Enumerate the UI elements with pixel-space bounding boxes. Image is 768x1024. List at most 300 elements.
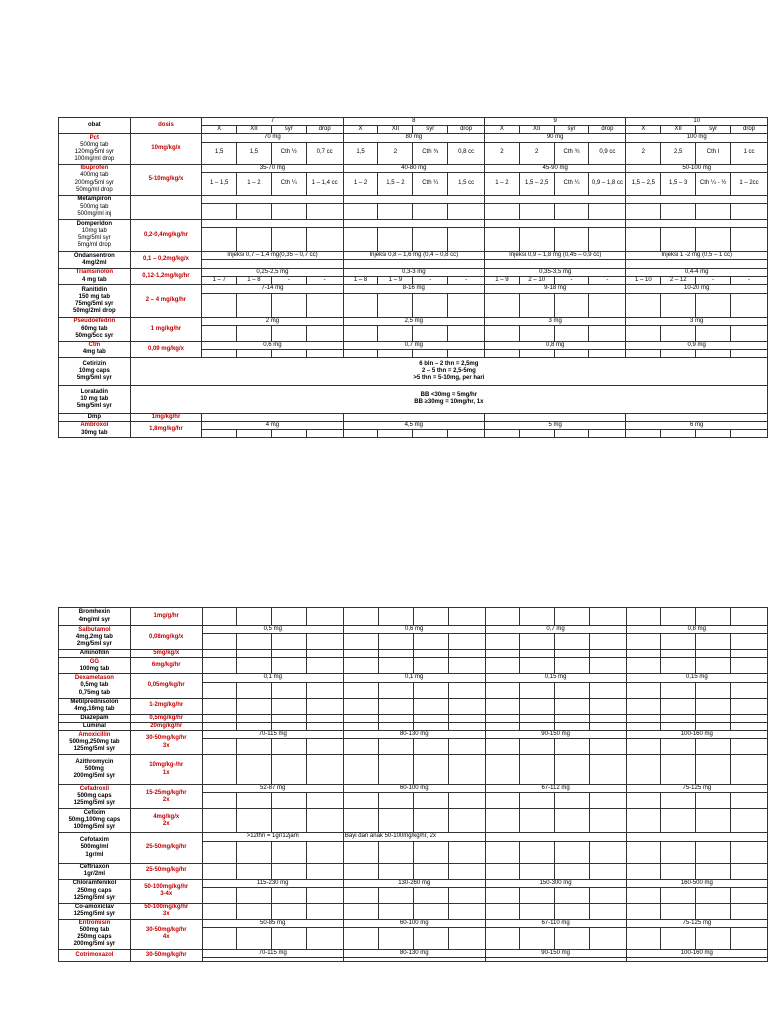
empty — [413, 698, 448, 714]
cell: 1 – 7 — [202, 277, 237, 285]
empty — [661, 927, 696, 949]
empty — [484, 325, 519, 341]
sub-xii: XII — [237, 126, 272, 134]
drug-azithromycin: Azithromycin 500mg 200mg/5ml syr — [59, 755, 131, 785]
sub-drop: drop — [306, 126, 343, 134]
cell: 1 – 10 — [626, 277, 661, 285]
header-age-10: 10 — [626, 118, 768, 126]
empty — [272, 634, 307, 650]
empty — [520, 698, 555, 714]
empty — [343, 927, 378, 949]
empty — [626, 958, 767, 962]
empty — [626, 722, 661, 730]
empty — [696, 203, 731, 219]
ctm-7: 0,6 mg — [202, 341, 343, 349]
cell: 0,7 cc — [306, 142, 343, 164]
empty — [378, 903, 413, 919]
empty — [589, 714, 626, 722]
empty — [731, 722, 768, 730]
dose-chloramfenikol: 50-100mg/kg/hr 3-4x — [130, 879, 202, 903]
cell: 1,5 – 2,5 — [626, 172, 661, 195]
empty — [272, 863, 307, 879]
chlo-7: 115-230 mg — [202, 879, 343, 887]
empty — [448, 927, 485, 949]
cefo-7: >12thn = 1gr/12jam — [202, 833, 343, 841]
empty — [378, 714, 413, 722]
empty — [731, 863, 768, 879]
pseu-9: 3 mg — [484, 317, 625, 325]
empty — [307, 863, 344, 879]
empty — [413, 293, 448, 317]
pseu-10: 3 mg — [626, 317, 768, 325]
empty — [520, 793, 555, 809]
drug-cotrimoxazol: Cotrimoxazol — [59, 949, 131, 961]
dose-amoxicillin: 30-50mg/kg/hr 3x — [130, 730, 202, 754]
empty — [448, 698, 485, 714]
empty — [626, 927, 661, 949]
empty — [589, 349, 626, 357]
cell: 1,5 — [237, 142, 272, 164]
empty — [485, 650, 520, 658]
empty — [202, 887, 237, 903]
empty — [237, 325, 272, 341]
rani-9: 9-18 mg — [484, 285, 625, 293]
empty — [696, 608, 731, 626]
empty — [237, 293, 272, 317]
empty — [202, 714, 237, 722]
empty — [378, 430, 413, 438]
dexa-7: 0,1 mg — [202, 674, 343, 682]
drug-salbutamol: Salbutamol 4mg,2mg tab 2mg/5ml syr — [59, 626, 131, 650]
empty — [272, 793, 307, 809]
empty — [696, 650, 731, 658]
pseu-7: 2 mg — [202, 317, 343, 325]
empty — [661, 325, 696, 341]
empty — [237, 739, 272, 755]
empty — [731, 714, 768, 722]
empty — [378, 863, 413, 879]
empty — [589, 682, 626, 698]
cell: 1 – 1,4 cc — [306, 172, 343, 195]
dose-ranitidin: 2 – 4 mg/kg/hr — [130, 285, 202, 317]
chlo-10: 160-500 mg — [626, 879, 767, 887]
empty — [555, 841, 590, 863]
dose-ceftriaxon: 25-50mg/kg/hr — [130, 863, 202, 879]
empty — [307, 887, 344, 903]
empty — [413, 203, 448, 219]
empty — [519, 203, 554, 219]
ond-7: Injeksi 0,7 – 1,4 mg(0,35 – 0,7 cc) — [202, 251, 343, 259]
empty — [378, 634, 413, 650]
sub-drop: drop — [731, 126, 768, 134]
empty — [343, 887, 378, 903]
empty — [272, 608, 307, 626]
empty — [485, 809, 520, 833]
cell: 2 – 10 — [519, 277, 554, 285]
empty — [343, 841, 378, 863]
empty — [202, 793, 237, 809]
empty — [731, 682, 768, 698]
empty — [343, 195, 484, 203]
empty — [661, 682, 696, 698]
empty — [378, 755, 413, 785]
empty — [202, 739, 237, 755]
empty — [413, 903, 448, 919]
empty — [448, 430, 485, 438]
empty — [343, 634, 378, 650]
empty — [520, 887, 555, 903]
empty — [661, 841, 696, 863]
empty — [626, 325, 661, 341]
empty — [520, 863, 555, 879]
empty — [343, 430, 378, 438]
empty — [696, 809, 731, 833]
empty — [626, 887, 661, 903]
empty — [626, 349, 661, 357]
empty — [271, 430, 306, 438]
empty — [307, 841, 344, 863]
empty — [589, 634, 626, 650]
rani-7: 7-14 mg — [202, 285, 343, 293]
empty — [307, 927, 344, 949]
empty — [626, 863, 661, 879]
cell: 1 cc — [731, 142, 768, 164]
empty — [555, 755, 590, 785]
empty — [413, 841, 448, 863]
empty — [413, 634, 448, 650]
cotri-8: 80-130 mg — [343, 949, 485, 957]
empty — [272, 682, 307, 698]
cell: 2 — [519, 142, 554, 164]
empty — [731, 841, 768, 863]
sub-x: X — [343, 126, 378, 134]
empty — [554, 349, 589, 357]
cell: 1,5 – 3 — [661, 172, 696, 195]
empty — [555, 682, 590, 698]
dose-domperidon: 0,2-0,4mg/kg/hr — [130, 219, 202, 251]
empty — [731, 887, 768, 903]
cell: 2 – 12 — [661, 277, 696, 285]
empty — [306, 349, 343, 357]
empty — [589, 722, 626, 730]
empty — [484, 293, 519, 317]
empty — [202, 698, 237, 714]
empty — [484, 219, 625, 227]
empty — [589, 658, 626, 674]
empty — [555, 634, 590, 650]
cell: 1 – 9 — [378, 277, 413, 285]
empty — [520, 650, 555, 658]
empty — [378, 887, 413, 903]
cotri-9: 90-150 mg — [485, 949, 626, 957]
empty — [696, 658, 731, 674]
empty — [555, 809, 590, 833]
empty — [306, 293, 343, 317]
empty — [448, 293, 485, 317]
cell: 1 – 2cc — [731, 172, 768, 195]
empty — [520, 658, 555, 674]
empty — [343, 413, 484, 421]
empty — [378, 841, 413, 863]
cell: 1 – 2 — [343, 172, 378, 195]
drug-cefadroxil: Cefadroxil 500mg caps 125mg/5ml syr — [59, 785, 131, 809]
empty — [202, 259, 343, 268]
empty — [626, 903, 661, 919]
empty — [485, 793, 520, 809]
empty — [272, 698, 307, 714]
empty — [555, 722, 590, 730]
empty — [343, 293, 378, 317]
empty — [661, 658, 696, 674]
empty — [448, 887, 485, 903]
empty — [731, 650, 768, 658]
empty — [271, 293, 306, 317]
empty — [448, 863, 485, 879]
empty — [378, 608, 413, 626]
cell: 1 – 8 — [237, 277, 272, 285]
empty — [626, 833, 767, 841]
empty — [307, 722, 344, 730]
empty — [520, 809, 555, 833]
ibu-9-total: 45-90 mg — [484, 164, 625, 172]
dose-luminal: 20mg/kg/hr — [130, 722, 202, 730]
empty — [343, 259, 484, 268]
dose-cefixim: 4mg/kg/x 2x — [130, 809, 202, 833]
dose-eritromisin: 30-50mg/kg/hr 4x — [130, 919, 202, 949]
empty — [448, 634, 485, 650]
empty — [237, 927, 272, 949]
erit-7: 50-85 mg — [202, 919, 343, 927]
empty — [237, 203, 272, 219]
empty — [413, 722, 448, 730]
empty — [731, 698, 768, 714]
cell: Cth ¾ — [413, 142, 448, 164]
empty — [589, 608, 626, 626]
empty — [626, 203, 661, 219]
empty — [413, 227, 448, 251]
cell: 0,8 cc — [448, 142, 485, 164]
empty — [272, 755, 307, 785]
empty — [237, 722, 272, 730]
drug-co-amoxiclav: Co-amoxiclav 125mg/5ml syr — [59, 903, 131, 919]
empty — [378, 650, 413, 658]
empty — [626, 650, 661, 658]
empty — [378, 349, 413, 357]
loratadin-note: BB <30mg = 5mg/hr BB ≥30mg = 10mg/hr, 1x — [130, 385, 767, 413]
empty — [555, 608, 590, 626]
empty — [554, 203, 589, 219]
drug-ambroxol: Ambroxol 30mg tab — [59, 422, 131, 438]
empty — [661, 349, 696, 357]
empty — [237, 755, 272, 785]
empty — [378, 658, 413, 674]
empty — [413, 608, 448, 626]
dose-ibuprofen: 5-10mg/kg/x — [130, 164, 202, 195]
header-age-8: 8 — [343, 118, 484, 126]
empty — [626, 793, 661, 809]
empty — [696, 887, 731, 903]
empty — [731, 430, 768, 438]
dosage-table-top — [58, 117, 768, 438]
empty — [485, 682, 520, 698]
ibu-8-total: 40-80 mg — [343, 164, 484, 172]
empty — [343, 698, 378, 714]
empty — [237, 841, 272, 863]
empty — [661, 698, 696, 714]
cell: 1,5 — [343, 142, 378, 164]
empty — [202, 349, 237, 357]
ambro-9: 5 mg — [484, 422, 625, 430]
ibu-10-total: 50-100 mg — [626, 164, 768, 172]
empty — [307, 739, 344, 755]
empty — [520, 608, 555, 626]
empty — [378, 698, 413, 714]
dose-dexametason: 0,05mg/kg/hr — [130, 674, 202, 698]
empty — [237, 793, 272, 809]
cell: Cth ¼ — [271, 172, 306, 195]
empty — [202, 227, 237, 251]
empty — [484, 430, 519, 438]
sub-syr: syr — [413, 126, 448, 134]
empty — [731, 349, 768, 357]
empty — [237, 863, 272, 879]
empty — [731, 739, 768, 755]
salb-9: 0,7 mg — [485, 626, 626, 634]
empty — [484, 413, 625, 421]
empty — [343, 219, 484, 227]
empty — [519, 293, 554, 317]
empty — [202, 195, 343, 203]
empty — [271, 349, 306, 357]
empty — [413, 863, 448, 879]
cell: 1,5 cc — [448, 172, 485, 195]
empty — [626, 714, 661, 722]
empty — [272, 841, 307, 863]
empty — [202, 722, 237, 730]
empty — [696, 755, 731, 785]
empty — [448, 722, 485, 730]
empty — [589, 887, 626, 903]
empty — [202, 413, 343, 421]
empty — [626, 809, 661, 833]
dose-diazepam: 0,5mg/kg/hr — [130, 714, 202, 722]
empty — [589, 863, 626, 879]
empty — [307, 682, 344, 698]
empty — [202, 658, 237, 674]
ambro-10: 6 mg — [626, 422, 768, 430]
dose-pct: 10mg/kg/x — [130, 134, 202, 164]
empty — [661, 650, 696, 658]
drug-ceftriaxon: Ceftriaxon 1gr/2ml — [59, 863, 131, 879]
empty — [343, 682, 378, 698]
empty — [485, 608, 520, 626]
cefa-7: 52-87 mg — [202, 785, 343, 793]
empty — [307, 650, 344, 658]
cell: Cth ¼ - ½ — [696, 172, 731, 195]
empty — [626, 430, 661, 438]
drug-cefotaxim: Cefotaxim 500mg/ml 1gr/ml — [59, 833, 131, 863]
empty — [485, 903, 520, 919]
cell: Cth I — [696, 142, 731, 164]
cell: - — [589, 277, 626, 285]
cotri-7: 70-115 mg — [202, 949, 343, 957]
drug-diazepam: Diazepam — [59, 714, 131, 722]
empty — [413, 809, 448, 833]
empty — [343, 349, 378, 357]
empty — [306, 227, 343, 251]
empty — [661, 809, 696, 833]
empty — [589, 203, 626, 219]
erit-8: 60-100 mg — [343, 919, 485, 927]
cell: - — [413, 277, 448, 285]
empty — [272, 809, 307, 833]
pct-8-total: 80 mg — [343, 134, 484, 142]
empty — [555, 650, 590, 658]
dose-ondansentron: 0,1 – 0,2mg/kg/x — [130, 251, 202, 268]
empty — [306, 203, 343, 219]
empty — [272, 739, 307, 755]
cell: 1,5 – 2,5 — [519, 172, 554, 195]
sub-syr: syr — [696, 126, 731, 134]
empty — [520, 927, 555, 949]
empty — [520, 903, 555, 919]
empty — [554, 430, 589, 438]
sub-x: X — [626, 126, 661, 134]
dose-cotrimoxazol: 30-50mg/kg/hr — [130, 949, 202, 961]
header-dosis: dosis — [130, 118, 202, 134]
amox-10: 100-160 mg — [626, 730, 767, 738]
empty — [378, 293, 413, 317]
empty — [343, 714, 378, 722]
empty — [520, 755, 555, 785]
empty — [237, 634, 272, 650]
sub-drop: drop — [448, 126, 485, 134]
empty — [413, 887, 448, 903]
empty — [413, 739, 448, 755]
sub-x: X — [202, 126, 237, 134]
empty — [202, 634, 237, 650]
dose-salbutamol: 0,08mg/kg/x — [130, 626, 202, 650]
empty — [237, 682, 272, 698]
sub-xii: XII — [519, 126, 554, 134]
ambro-7: 4 mg — [202, 422, 343, 430]
empty — [626, 219, 768, 227]
dose-bromhexin: 1mg/g/hr — [130, 608, 202, 626]
empty — [378, 722, 413, 730]
empty — [519, 227, 554, 251]
empty — [272, 903, 307, 919]
empty — [202, 325, 237, 341]
drug-dmp: Dmp — [59, 413, 131, 421]
empty — [554, 227, 589, 251]
drug-metilprednisolon: Metilprednisolon 4mg,16mg tab — [59, 698, 131, 714]
empty — [485, 722, 520, 730]
header-age-7: 7 — [202, 118, 343, 126]
empty — [555, 927, 590, 949]
salb-7: 0,5 mg — [202, 626, 343, 634]
empty — [555, 739, 590, 755]
tri-9-total: 0,35-3,5 mg — [484, 268, 625, 276]
cotri-10: 100-160 mg — [626, 949, 767, 957]
cefa-10: 75-125 mg — [626, 785, 767, 793]
drug-metampiron: Metampiron 500mg tab 500mg/ml inj — [59, 195, 131, 219]
empty — [520, 739, 555, 755]
empty — [202, 219, 343, 227]
empty — [448, 650, 485, 658]
cell: 2 — [484, 142, 519, 164]
cell: 0,9 cc — [589, 142, 626, 164]
empty — [237, 698, 272, 714]
